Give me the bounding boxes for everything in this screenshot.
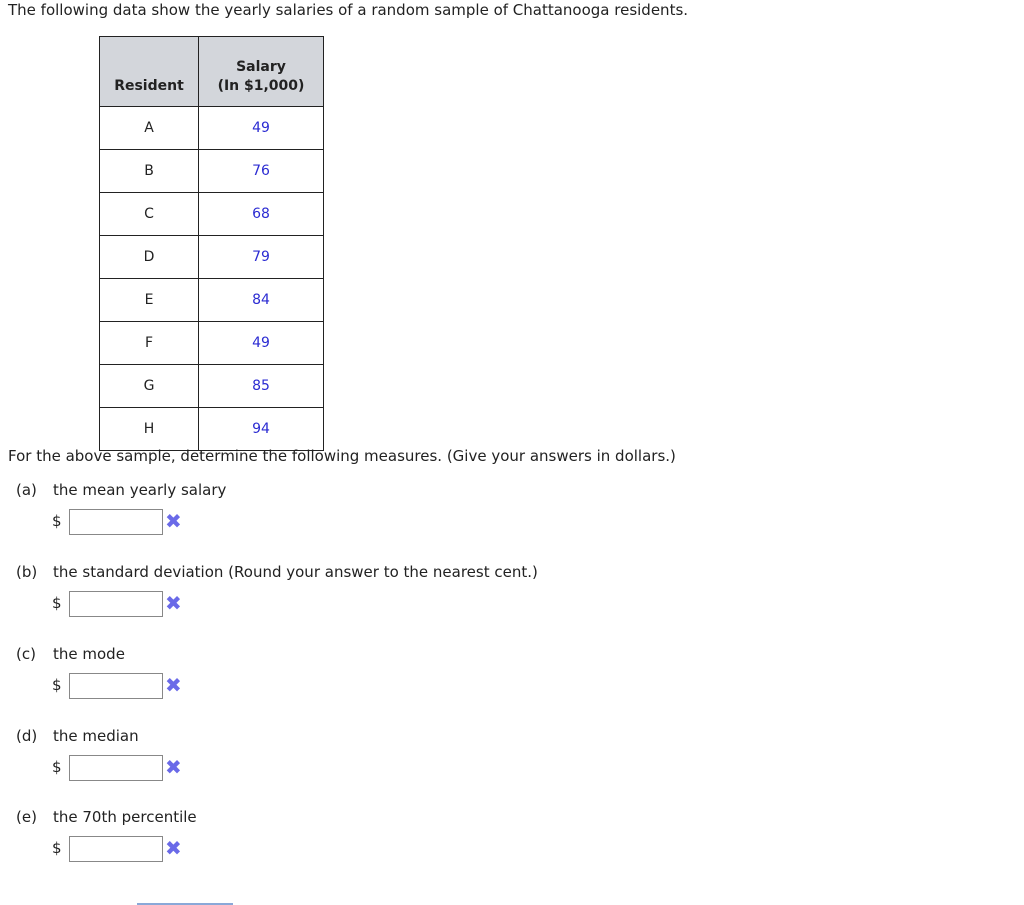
incorrect-x-icon: ✖	[165, 591, 182, 615]
table-row	[100, 193, 324, 236]
question-letter: (a)	[16, 481, 37, 499]
std-dev-answer-input[interactable]	[69, 591, 163, 617]
question-text: the 70th percentile	[53, 808, 197, 826]
question-text: the standard deviation (Round your answer to the nearest cent.)	[53, 563, 538, 581]
dollar-sign: $	[52, 512, 62, 530]
incorrect-x-icon: ✖	[165, 755, 182, 779]
mode-answer-input[interactable]	[69, 673, 163, 699]
question-text: the median	[53, 727, 139, 745]
table-row	[100, 279, 324, 322]
question-letter: (e)	[16, 808, 37, 826]
question-d	[16, 727, 139, 745]
incorrect-x-icon: ✖	[165, 836, 182, 860]
dollar-sign: $	[52, 676, 62, 694]
salary-cell: 49	[199, 107, 324, 150]
resident-cell: C	[100, 193, 199, 236]
table-row	[100, 408, 324, 451]
dollar-sign: $	[52, 594, 62, 612]
question-e	[16, 808, 197, 826]
header-salary-label: Salary	[236, 59, 286, 75]
question-letter: (c)	[16, 645, 36, 663]
question-text: the mean yearly salary	[53, 481, 227, 499]
table-row	[100, 365, 324, 408]
resident-cell: D	[100, 236, 199, 279]
salary-cell: 84	[199, 279, 324, 322]
header-salary	[199, 37, 324, 107]
table-row	[100, 107, 324, 150]
question-letter: (d)	[16, 727, 38, 745]
resident-cell: G	[100, 365, 199, 408]
mean-answer-input[interactable]	[69, 509, 163, 535]
question-b	[16, 563, 538, 581]
incorrect-x-icon: ✖	[165, 673, 182, 697]
header-resident: Resident	[100, 37, 199, 107]
question-text: the mode	[53, 645, 125, 663]
table-row	[100, 236, 324, 279]
resident-cell: A	[100, 107, 199, 150]
salary-cell: 76	[199, 150, 324, 193]
salary-cell: 94	[199, 408, 324, 451]
incorrect-x-icon: ✖	[165, 509, 182, 533]
resident-cell: H	[100, 408, 199, 451]
dollar-sign: $	[52, 758, 62, 776]
table-header-row	[100, 37, 324, 107]
salary-cell: 79	[199, 236, 324, 279]
percentile-answer-input[interactable]	[69, 836, 163, 862]
header-salary-unit: (In $1,000)	[217, 78, 305, 94]
table-row	[100, 322, 324, 365]
resident-cell: B	[100, 150, 199, 193]
instructions-text: For the above sample, determine the following measures. (Give your answers in dollars.)	[8, 447, 676, 465]
resident-cell: E	[100, 279, 199, 322]
salary-cell: 85	[199, 365, 324, 408]
salary-cell: 68	[199, 193, 324, 236]
median-answer-input[interactable]	[69, 755, 163, 781]
table-row	[100, 150, 324, 193]
dollar-sign: $	[52, 839, 62, 857]
question-letter: (b)	[16, 563, 38, 581]
question-a	[16, 481, 226, 499]
question-c	[16, 645, 125, 663]
intro-text: The following data show the yearly salaries of a random sample of Chattanooga residents.	[8, 1, 689, 19]
salary-cell: 49	[199, 322, 324, 365]
salary-table	[99, 36, 324, 451]
resident-cell: F	[100, 322, 199, 365]
